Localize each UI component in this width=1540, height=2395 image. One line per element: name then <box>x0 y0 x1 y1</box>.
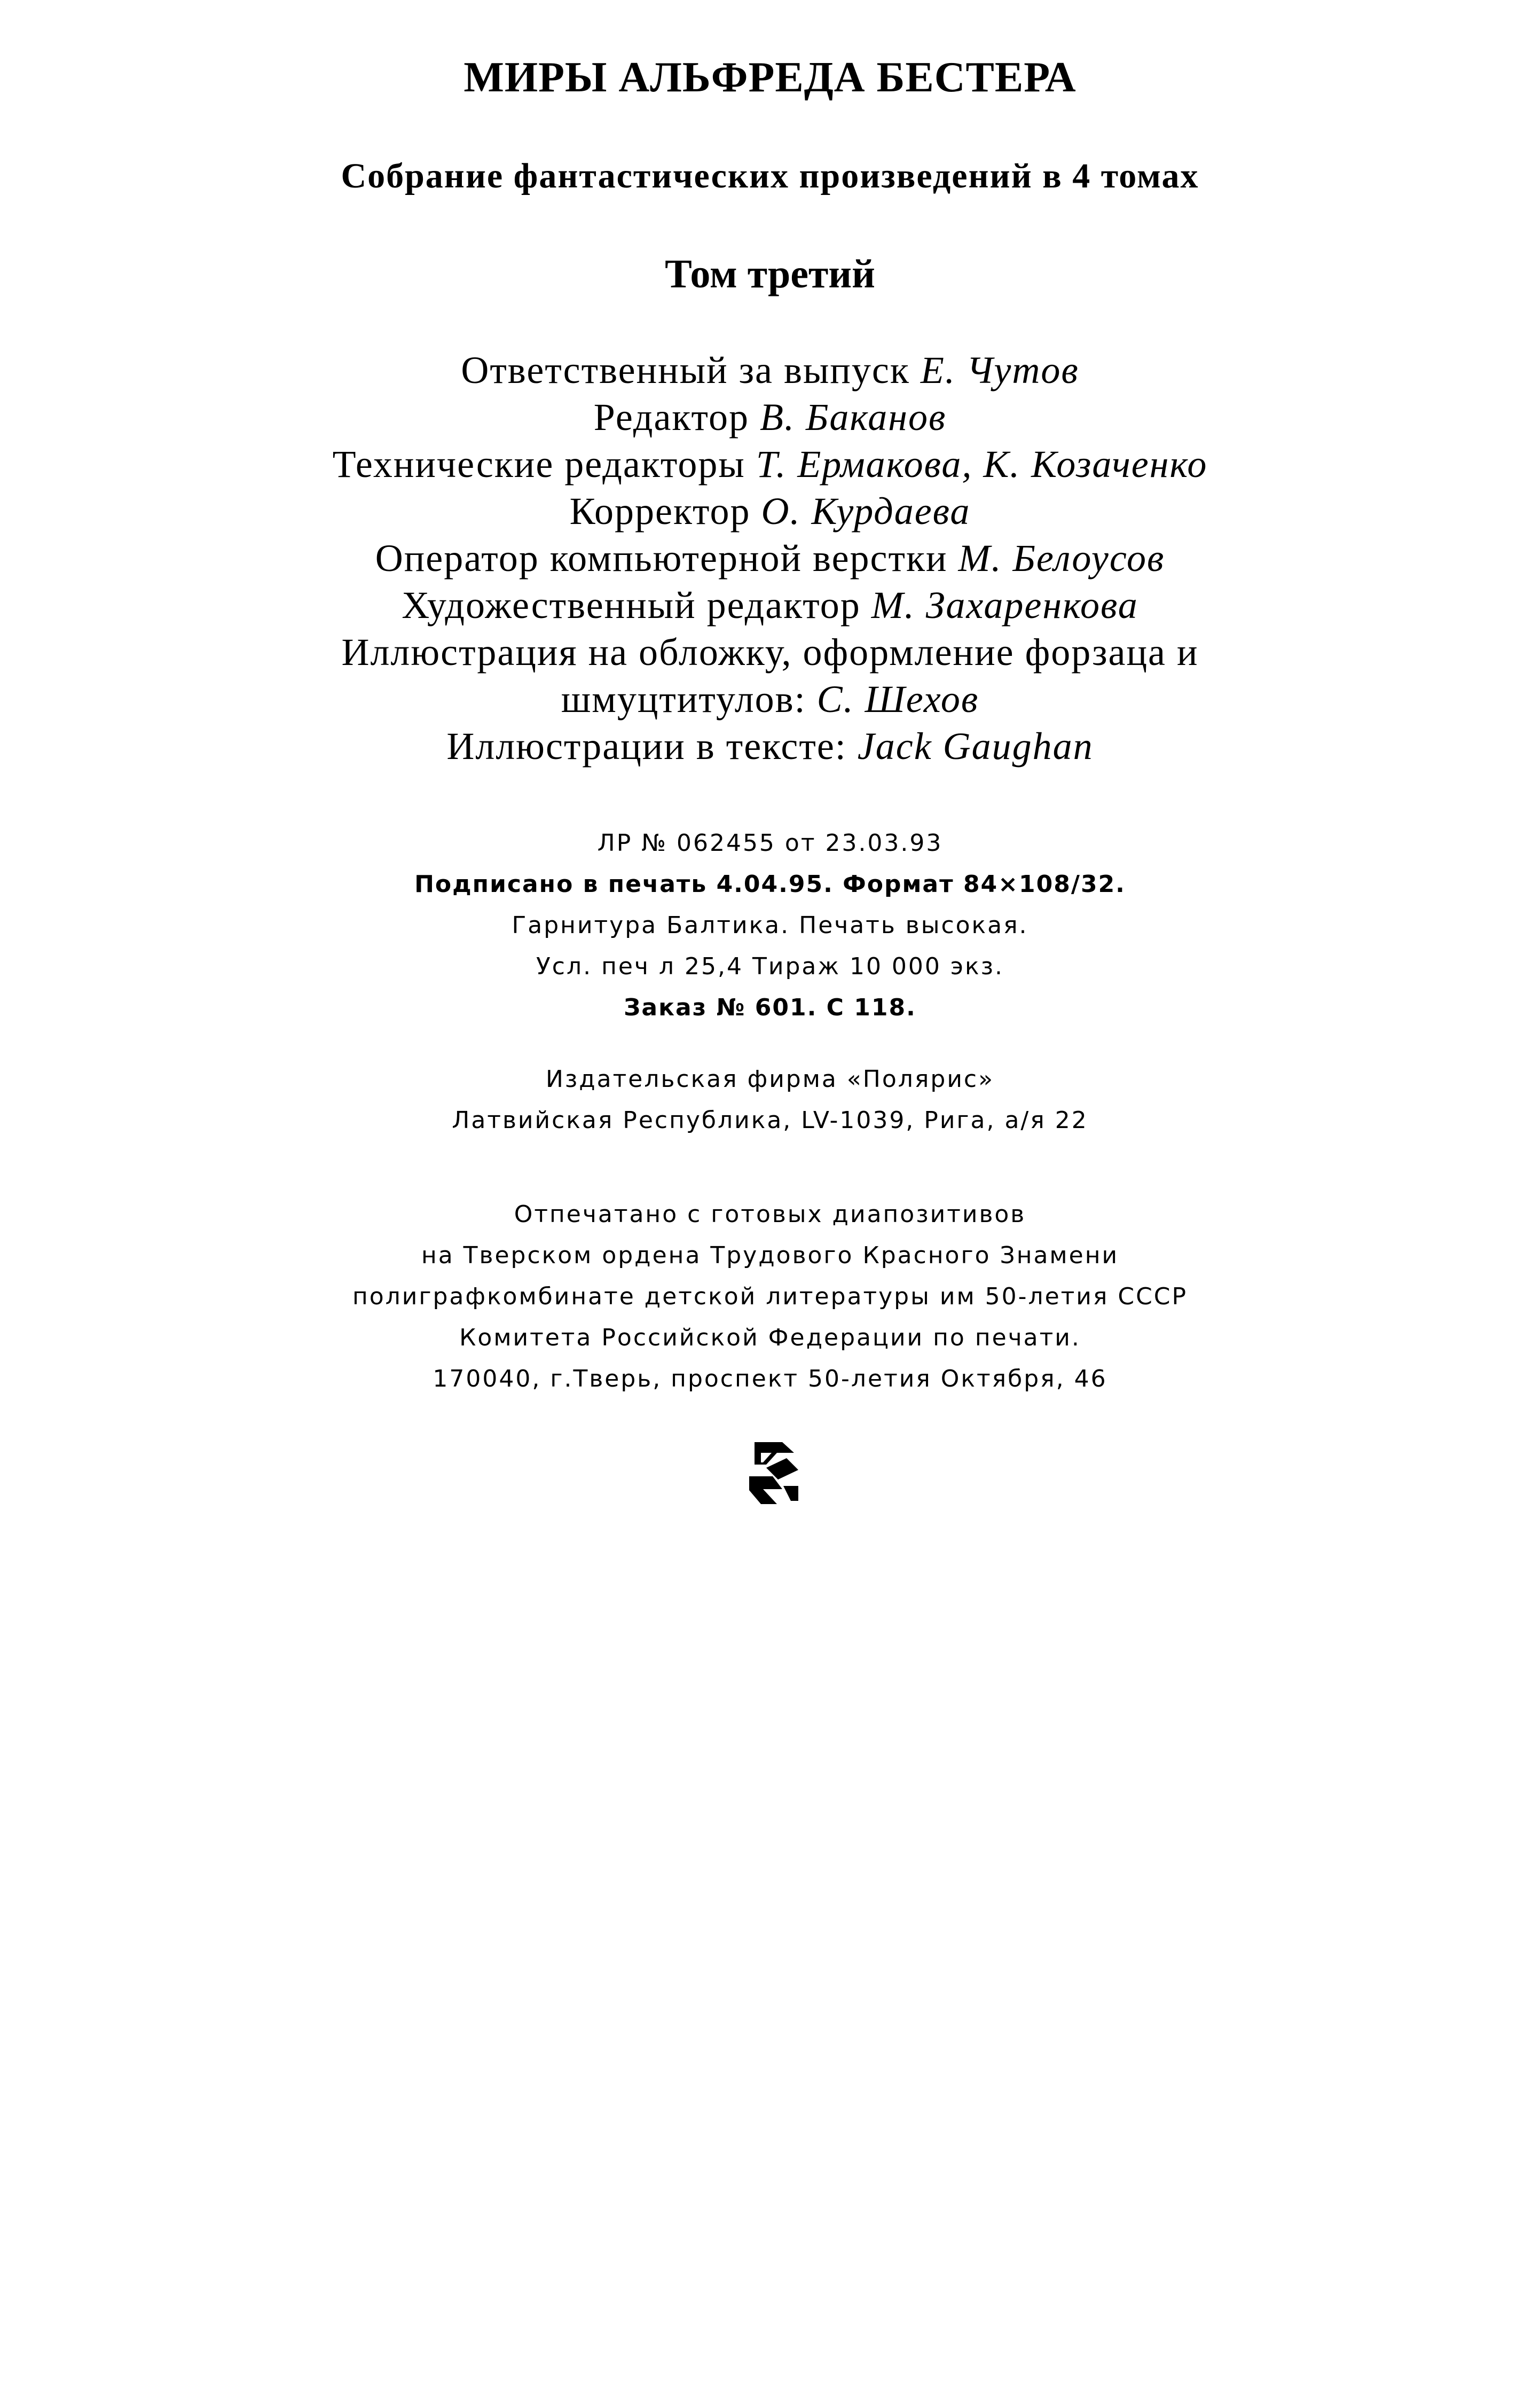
credit-name: М. Захаренкова <box>871 584 1138 627</box>
credit-line <box>0 536 1540 581</box>
series-title: МИРЫ АЛЬФРЕДА БЕСТЕРА <box>463 54 1077 101</box>
credit-line <box>0 677 1540 722</box>
collection-subtitle: Собрание фантастических произведений в 4 томах <box>341 156 1199 195</box>
volume-title: Том третий <box>665 252 875 296</box>
credit-line <box>0 442 1540 487</box>
credit-name: Е. Чутов <box>920 349 1079 392</box>
credit-role: Оператор компьютерной верстки <box>375 537 948 580</box>
credit-line <box>0 348 1540 393</box>
credit-role: Иллюстрации в тексте: <box>446 725 847 768</box>
credit-name: С. Шехов <box>816 678 979 721</box>
printer-line: на Тверском ордена Трудового Красного Знамени <box>421 1242 1119 1269</box>
printer-logo-icon <box>745 1437 804 1512</box>
credit-line <box>0 630 1540 675</box>
printer-line: полиграфкомбинате детской литературы им 50-летия СССР <box>352 1283 1188 1310</box>
credit-line <box>0 395 1540 440</box>
publisher-address: Латвийская Республика, LV-1039, Рига, а/я 22 <box>452 1107 1088 1134</box>
credit-role: Художественный редактор <box>402 584 861 627</box>
credit-role: Корректор <box>569 490 751 533</box>
credit-line <box>0 724 1540 769</box>
publisher-name: Издательская фирма «Полярис» <box>545 1066 995 1093</box>
credit-role: Ответственный за выпуск <box>461 349 910 392</box>
credit-name: В. Баканов <box>759 396 947 439</box>
credit-name: О. Курдаева <box>761 490 971 533</box>
printer-line: Комитета Российской Федерации по печати. <box>459 1324 1081 1351</box>
credit-role: Иллюстрация на обложку, оформление форзаца и <box>341 631 1199 674</box>
credit-name: Т. Ермакова, К. Козаченко <box>756 443 1208 486</box>
print-run-line: Усл. печ л 25,4 Тираж 10 000 экз. <box>536 953 1004 980</box>
credit-name: М. Белоусов <box>958 537 1165 580</box>
order-line: Заказ № 601. С 118. <box>624 994 916 1021</box>
credit-role: Редактор <box>593 396 749 439</box>
printer-line: Отпечатано с готовых диапозитивов <box>514 1201 1026 1228</box>
credit-line <box>0 583 1540 628</box>
credit-role: шмуцтитулов: <box>561 678 806 721</box>
credit-name: Jack Gaughan <box>857 725 1094 768</box>
credit-line <box>0 489 1540 534</box>
printer-line: 170040, г.Тверь, проспект 50-летия Октября, 46 <box>433 1365 1107 1392</box>
typeface-line: Гарнитура Балтика. Печать высокая. <box>512 912 1028 939</box>
signed-line: Подписано в печать 4.04.95. Формат 84×108/32. <box>414 871 1126 898</box>
license-line: ЛР № 062455 от 23.03.93 <box>597 829 943 857</box>
credit-role: Технические редакторы <box>332 443 745 486</box>
